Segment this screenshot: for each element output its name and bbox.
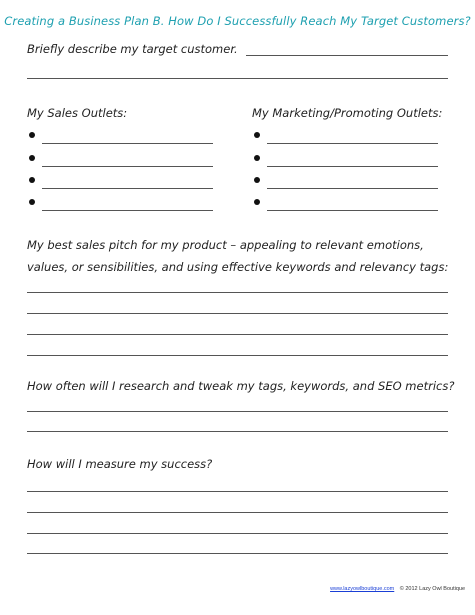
measure-answer-line-2[interactable]	[27, 512, 448, 513]
marketing-outlet-line-4[interactable]	[267, 210, 438, 211]
sales-pitch-answer-line-4[interactable]	[27, 355, 448, 356]
sales-outlet-bullet	[29, 132, 35, 138]
sales-outlet-bullet	[29, 199, 35, 205]
sales-outlet-line-1[interactable]	[42, 143, 213, 144]
research-answer-line-1[interactable]	[27, 411, 448, 412]
measure-answer-line-4[interactable]	[27, 553, 448, 554]
measure-success-question: How will I measure my success?	[27, 457, 213, 471]
footer-website-link[interactable]: www.lazyowlboutique.com	[330, 586, 395, 592]
sales-outlet-bullet	[29, 155, 35, 161]
marketing-outlet-line-1[interactable]	[267, 143, 438, 144]
sales-pitch-question-line-2: values, or sensibilities, and using effective keywords and relevancy tags:	[27, 260, 449, 274]
target-customer-answer-line-1[interactable]	[246, 55, 448, 56]
footer-copyright: © 2012 Lazy Owl Boutique	[399, 586, 465, 592]
page-title: Creating a Business Plan B. How Do I Successfully Reach My Target Customers?	[4, 14, 471, 28]
marketing-outlets-heading: My Marketing/Promoting Outlets:	[252, 106, 443, 120]
sales-outlet-bullet	[29, 177, 35, 183]
sales-pitch-question-line-1: My best sales pitch for my product – appealing to relevant emotions,	[27, 238, 424, 252]
sales-outlet-line-3[interactable]	[42, 188, 213, 189]
target-customer-answer-line-2[interactable]	[27, 78, 448, 79]
marketing-outlet-line-2[interactable]	[267, 166, 438, 167]
sales-outlet-line-2[interactable]	[42, 166, 213, 167]
marketing-outlet-line-3[interactable]	[267, 188, 438, 189]
measure-answer-line-3[interactable]	[27, 533, 448, 534]
sales-pitch-answer-line-1[interactable]	[27, 292, 448, 293]
marketing-outlet-bullet	[254, 177, 260, 183]
sales-pitch-answer-line-2[interactable]	[27, 313, 448, 314]
sales-outlet-line-4[interactable]	[42, 210, 213, 211]
marketing-outlet-bullet	[254, 155, 260, 161]
sales-pitch-answer-line-3[interactable]	[27, 334, 448, 335]
research-answer-line-2[interactable]	[27, 431, 448, 432]
marketing-outlet-bullet	[254, 199, 260, 205]
research-question: How often will I research and tweak my tags, keywords, and SEO metrics?	[27, 379, 455, 393]
sales-outlets-heading: My Sales Outlets:	[27, 106, 128, 120]
measure-answer-line-1[interactable]	[27, 491, 448, 492]
footer	[240, 586, 465, 592]
marketing-outlet-bullet	[254, 132, 260, 138]
target-customer-question: Briefly describe my target customer.	[27, 42, 238, 56]
